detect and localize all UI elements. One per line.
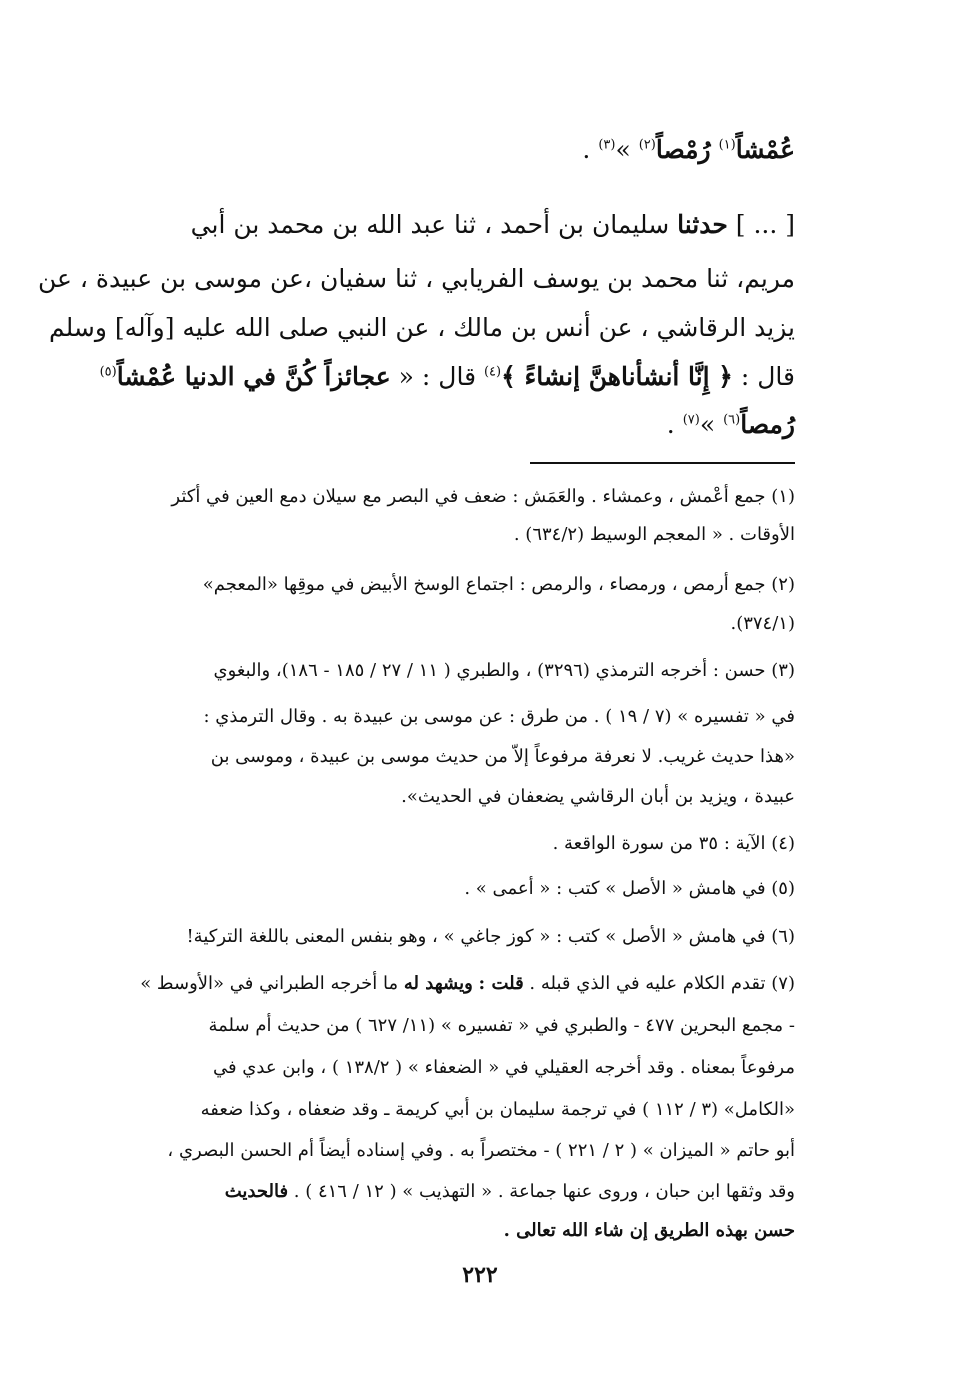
footnote-1-line-2: الأوقات . « المعجم الوسيط (٦٣٤/٢) . [513, 524, 795, 545]
footnote-5: (٥) في هامش « الأصل » كتب : « أعمى » . [464, 878, 795, 899]
footnote-ref-5: (٥) [99, 364, 117, 380]
footnote-4: (٤) الآية : ٣٥ من سورة الواقعة . [552, 833, 795, 854]
footnote-ref-1: (١) [718, 137, 736, 153]
footnote-7-line-5: أبو حاتم « الميزان » ( ٢ / ٢٢١ ) - مختصراً به . وفي إسناده أيضاً أم الحسن البصري ، [167, 1140, 795, 1161]
footnote-3-line-2: في « تفسيره » (٧ / ١٩ ) . من طرق : عن موسى بن عبيدة به . وقال الترمذي : [203, 706, 795, 727]
footnote-1-line-1: (١) جمع أعْمش ، وعمشاء . والعَمَش : ضعف في البصر مع سيلان دمع العين في أكثر [171, 486, 795, 507]
main-line-6 [160, 405, 795, 445]
footnote-3-line-4: عبيدة ، ويزيد بن أبان الرقاشي يضعفان في الحديث». [401, 786, 795, 807]
main-line-4: يزيد الرقاشي ، عن أنس بن مالك ، عن النبي صلى الله عليه [وآله] وسلم [49, 313, 795, 342]
footnote-ref-2: (٢) [638, 137, 656, 153]
footnote-separator [530, 462, 795, 464]
footnote-7-intro-rest: ما أخرجه الطبراني في «الأوسط » [140, 973, 399, 994]
footnote-ref-3: (٣) [598, 137, 616, 153]
footnote-7-line-4: «الكامل» (٣ / ١١٢ ) في ترجمة سليمان بن أبي كريمة ـ وقد ضعفاه ، وكذا ضعفه [200, 1099, 795, 1120]
footnote-7-line-1 [140, 967, 795, 1001]
footnote-ref-4: (٤) [483, 364, 502, 380]
footnote-7-line-2: - مجمع البحرين ٤٧٧ - والطبري في « تفسيره » (١١/ ٦٢٧ ) من حديث أم سلمة [208, 1015, 795, 1036]
footnote-ref-7: (٧) [682, 412, 700, 428]
footnote-7-line-6-text: وقد وثقها ابن حبان ، وروى عنها جماعة . « التهذيب » ( ١٢ / ٤١٦ ) . [293, 1181, 795, 1202]
main-line-1 [160, 130, 795, 170]
yashhad-label: ويشهد له [403, 973, 473, 994]
qultu-label: قلت : [478, 973, 524, 994]
footnote-2-line-2: (٣٧٤/١). [730, 613, 795, 634]
hadith-text: عجائزاً كُنَّ في الدنيا عُمْشاً [116, 362, 391, 391]
footnote-6: (٦) في هامش « الأصل » كتب : « كوز جاغي » ، وهو بنفس المعنى باللغة التركية! [186, 926, 795, 947]
main-line-3: مريم، ثنا محمد بن يوسف الفريابي ، ثنا سفيان ،عن موسى بن عبيدة ، عن [37, 264, 795, 293]
footnote-3-line-1: (٣) حسن : أخرجه الترمذي (٣٢٩٦) ، والطبري ( ١١ / ٢٧ / ١٨٥ - ١٨٦)، والبغوي [213, 660, 795, 681]
footnote-7-line-6 [160, 1175, 795, 1209]
isnad-text: سليمان بن أحمد ، ثنا عبد الله بن محمد بن أبي [190, 210, 670, 239]
footnote-3-line-3: «هذا حديث غريب. لا نعرفة مرفوعاً إلاّ من حديث موسى بن عبيدة ، وموسى بن [210, 746, 795, 767]
main-line-5 [99, 357, 795, 397]
ellipsis-bracket: [ ... ] [735, 210, 795, 239]
line-end-2: . [666, 410, 675, 439]
quote-close: » [615, 135, 631, 164]
main-line-2 [160, 205, 795, 245]
footnote-7-line-3: مرفوعاً بمعناه . وقد أخرجه العقيلي في « الضعفاء » ( ١٣٨/٢ ) ، وابن عدي في [212, 1057, 795, 1078]
haddathana-lead: حدثنا [677, 210, 728, 239]
page-number: ٢٢٢ [462, 1262, 498, 1288]
footnote-ref-6: (٦) [723, 412, 741, 428]
word-rumsan-2: رُمصاً [740, 410, 795, 439]
footnote-2-line-1: (٢) جمع أرمص ، ورمصاء ، والرمص : اجتماع الوسخ الأبيض في موقِها «المعجم» [202, 574, 795, 595]
word-rumsan: رُمْصاً [655, 135, 711, 164]
line-end: . [582, 135, 591, 164]
word-umshan: عُمْشاً [735, 135, 795, 164]
footnote-7-conclusion: حسن بهذه الطريق إن شاء الله تعالى . [503, 1220, 795, 1241]
qala-prefix: قال : [740, 362, 795, 391]
qala-mid: قال : « [398, 362, 477, 391]
footnote-7-intro: (٧) تقدم الكلام عليه في الذي قبله . [529, 973, 795, 994]
fal-hadith-label: فالحديث [224, 1181, 289, 1202]
quran-verse: ﴿ إِنَّا أنشأناهنَّ إنشاءً ﴾ [501, 362, 733, 391]
quote-close-2: » [699, 410, 716, 439]
